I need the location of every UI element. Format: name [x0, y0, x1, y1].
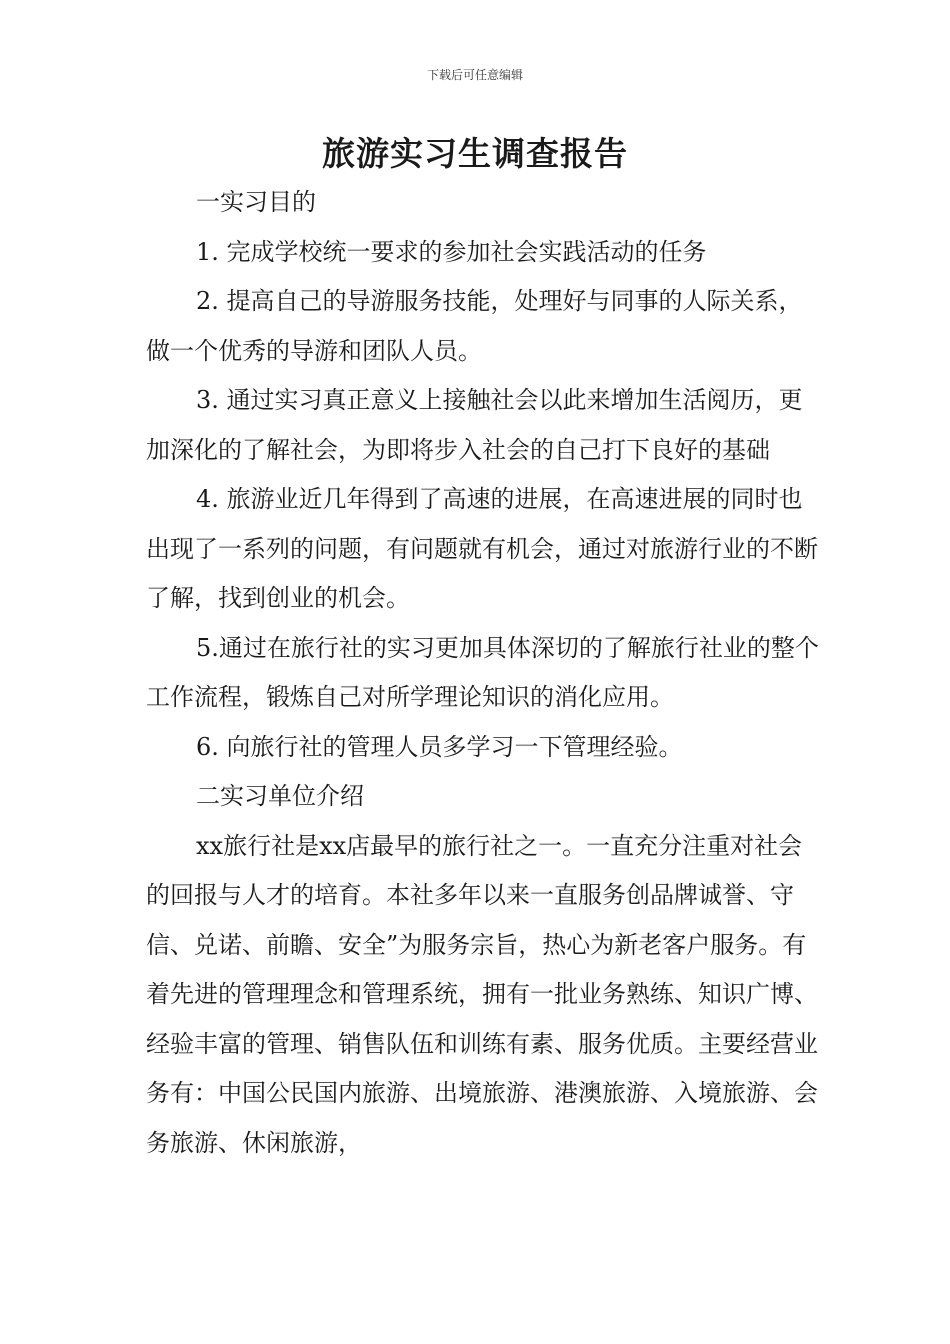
section-heading: 二实习单位介绍 — [196, 782, 364, 810]
paragraph: 6. 向旅行社的管理人员多学习一下管理经验。 — [196, 732, 683, 761]
document-title: 旅游实习生调查报告 — [322, 134, 628, 173]
paragraph: 4. 旅游业近几年得到了高速的进展，在高速进展的同时也出现了一系列的问题，有问题就有机会，通过对旅游行业的不断了解，找到创业的机会。 — [146, 485, 818, 612]
paragraph: 3. 通过实习真正意义上接触社会以此来增加生活阅历，更加深化的了解社会，为即将步入社会的自己打下良好的基础 — [146, 386, 803, 464]
paragraph: 2. 提高自己的导游服务技能，处理好与同事的人际关系，做一个优秀的导游和团队人员。 — [146, 287, 803, 365]
header-note: 下载后可任意编辑 — [426, 68, 523, 82]
paragraph: 1. 完成学校统一要求的参加社会实践活动的任务 — [196, 237, 707, 266]
paragraph: xx旅行社是xx店最早的旅行社之一。一直充分注重对社会的回报与人才的培育。本社多年以来一直服务创品牌诚誉、守信、兑诺、前瞻、安全”为服务宗旨，热心为新老客户服务。有着先进的管理理念和管理系统，拥有一批业务熟练、知识广博、经验丰富的管理、销售队伍和训练有素、服务优质。主要经营业务有：中国公民国内旅游、出境旅游、港澳旅游、入境旅游、会务旅游、休闲旅游， — [146, 831, 818, 1157]
section-heading: 一实习目的 — [196, 188, 316, 216]
paragraph: 5.通过在旅行社的实习更加具体深切的了解旅行社业的整个工作流程，锻炼自己对所学理论知识的消化应用。 — [146, 633, 819, 711]
document-body — [146, 178, 826, 1168]
